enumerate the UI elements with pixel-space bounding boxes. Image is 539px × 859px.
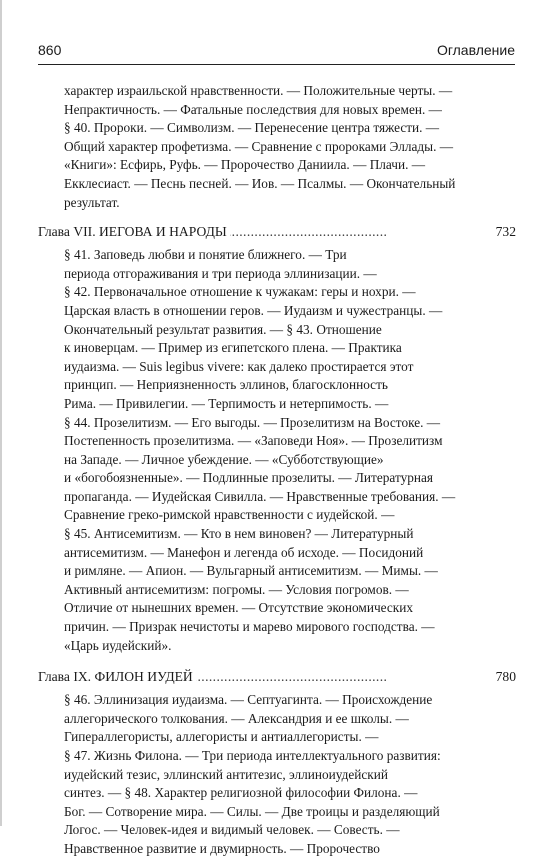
toc-line: «Книги»: Есфирь, Руфь. — Пророчество Даниила. — Плачи. — — [64, 157, 426, 173]
toc-line: § 46. Эллинизация иудаизма. — Септуагинта. — Происхождение — [64, 692, 433, 708]
toc-line: § 40. Пророки. — Символизм. — Перенесение центра тяжести. — — [64, 120, 440, 136]
toc-line: § 42. Первоначальное отношение к чужакам: геры и нохри. — — [64, 284, 416, 300]
toc-line: периода отгораживания и три периода эллинизации. — — [64, 265, 377, 281]
toc-line: Активный антисемитизм: погромы. — Условия погромов. — — [64, 581, 409, 597]
toc-line: Гипераллегористы, аллегористы и антиаллегористы. — — [64, 729, 379, 745]
toc-line: Рима. — Привилегии. — Терпимость и нетерпимость. — — [64, 395, 389, 411]
running-head — [38, 40, 515, 60]
toc-line: Логос. — Человек-идея и видимый человек. — Совесть. — — [64, 822, 400, 838]
toc-line: Нравственное развитие и двумирность. — Пророчество — [64, 840, 380, 856]
toc-entry-block — [38, 246, 516, 655]
toc-line: § 45. Антисемитизм. — Кто в нем виновен? — Литературный — [64, 526, 414, 542]
chapter-title: Глава VII. ИЕГОВА И НАРОДЫ — [38, 224, 230, 239]
toc-line: Отличие от нынешних времен. — Отсутствие экономических — [64, 600, 413, 616]
header-title: Оглавление — [436, 42, 515, 58]
toc-line: Екклесиаст. — Песнь песней. — Иов. — Псалмы. — Окончательный — [64, 175, 456, 191]
toc-line: иудейский тезис, эллинский антитезис, эллиноиудейский — [64, 766, 388, 782]
toc-line: причин. — Призрак нечистоты и марево мирового господства. — — [64, 619, 435, 635]
toc-line: Царская власть в отношении геров. — Иудаизм и чужестранцы. — — [64, 302, 443, 318]
toc-line: и «богобоязненные». — Подлинные прозелиты. — Литературная — [64, 470, 434, 486]
table-of-contents — [38, 66, 516, 859]
toc-line: § 44. Прозелитизм. — Его выгоды. — Прозелитизм на Востоке. — — [64, 414, 441, 430]
header-rule — [38, 64, 515, 65]
toc-line: аллегорического толкования. — Александрия и ее школы. — — [64, 710, 409, 726]
toc-line: Непрактичность. — Фатальные последствия для новых времен. — — [64, 101, 442, 117]
toc-line: характер израильской нравственности. — Положительные черты. — — [64, 83, 453, 98]
toc-line: к иноверцам. — Пример из египетского плена. — Практика — [64, 340, 402, 356]
toc-entry-block — [38, 82, 516, 212]
toc-line: § 41. Заповедь любви и понятие ближнего. — Три — [64, 247, 347, 263]
toc-line: синтез. — § 48. Характер религиозной философии Филона. — — [64, 785, 418, 801]
toc-line: Окончательный результат развития. — § 43. Отношение — [64, 321, 382, 337]
toc-line: на Западе. — Личное убеждение. — «Субботствующие» — [64, 451, 384, 467]
chapter-title: Глава IX. ФИЛОН ИУДЕЙ — [38, 669, 196, 684]
toc-line: Сравнение греко-римской нравственности с иудейской. — — [64, 507, 395, 523]
toc-line: антисемитизм. — Манефон и легенда об исходе. — Посидоний — [64, 544, 424, 560]
toc-line: пропаганда. — Иудейская Сивилла. — Нравственные требования. — — [64, 488, 456, 504]
toc-line: Постепенность прозелитизма. — «Заповеди Ноя». — Прозелитизм — [64, 433, 443, 449]
toc-entry-block — [38, 691, 516, 858]
page-number: 860 — [38, 42, 62, 58]
chapter-page-number: 732 — [493, 222, 516, 242]
toc-line: иудаизма. — Suis legibus vivere: как далеко простирается этот — [64, 358, 414, 374]
toc-line: принцип. — Неприязненность эллинов, благосклонность — [64, 377, 388, 393]
chapter-page-number: 780 — [493, 667, 516, 687]
toc-line: результат. — [64, 194, 120, 210]
chapter-heading — [38, 667, 516, 687]
toc-line: «Царь иудейский». — [64, 637, 172, 653]
toc-line: и римляне. — Апион. — Вульгарный антисемитизм. — Мимы. — — [64, 563, 438, 579]
toc-line: Общий характер профетизма. — Сравнение с пророками Эллады. — — [64, 138, 454, 154]
chapter-heading — [38, 222, 516, 242]
toc-line: § 47. Жизнь Филона. — Три периода интеллектуального развития: — [64, 748, 441, 763]
toc-line: Бог. — Сотворение мира. — Силы. — Две троицы и разделяющий — [64, 803, 440, 819]
